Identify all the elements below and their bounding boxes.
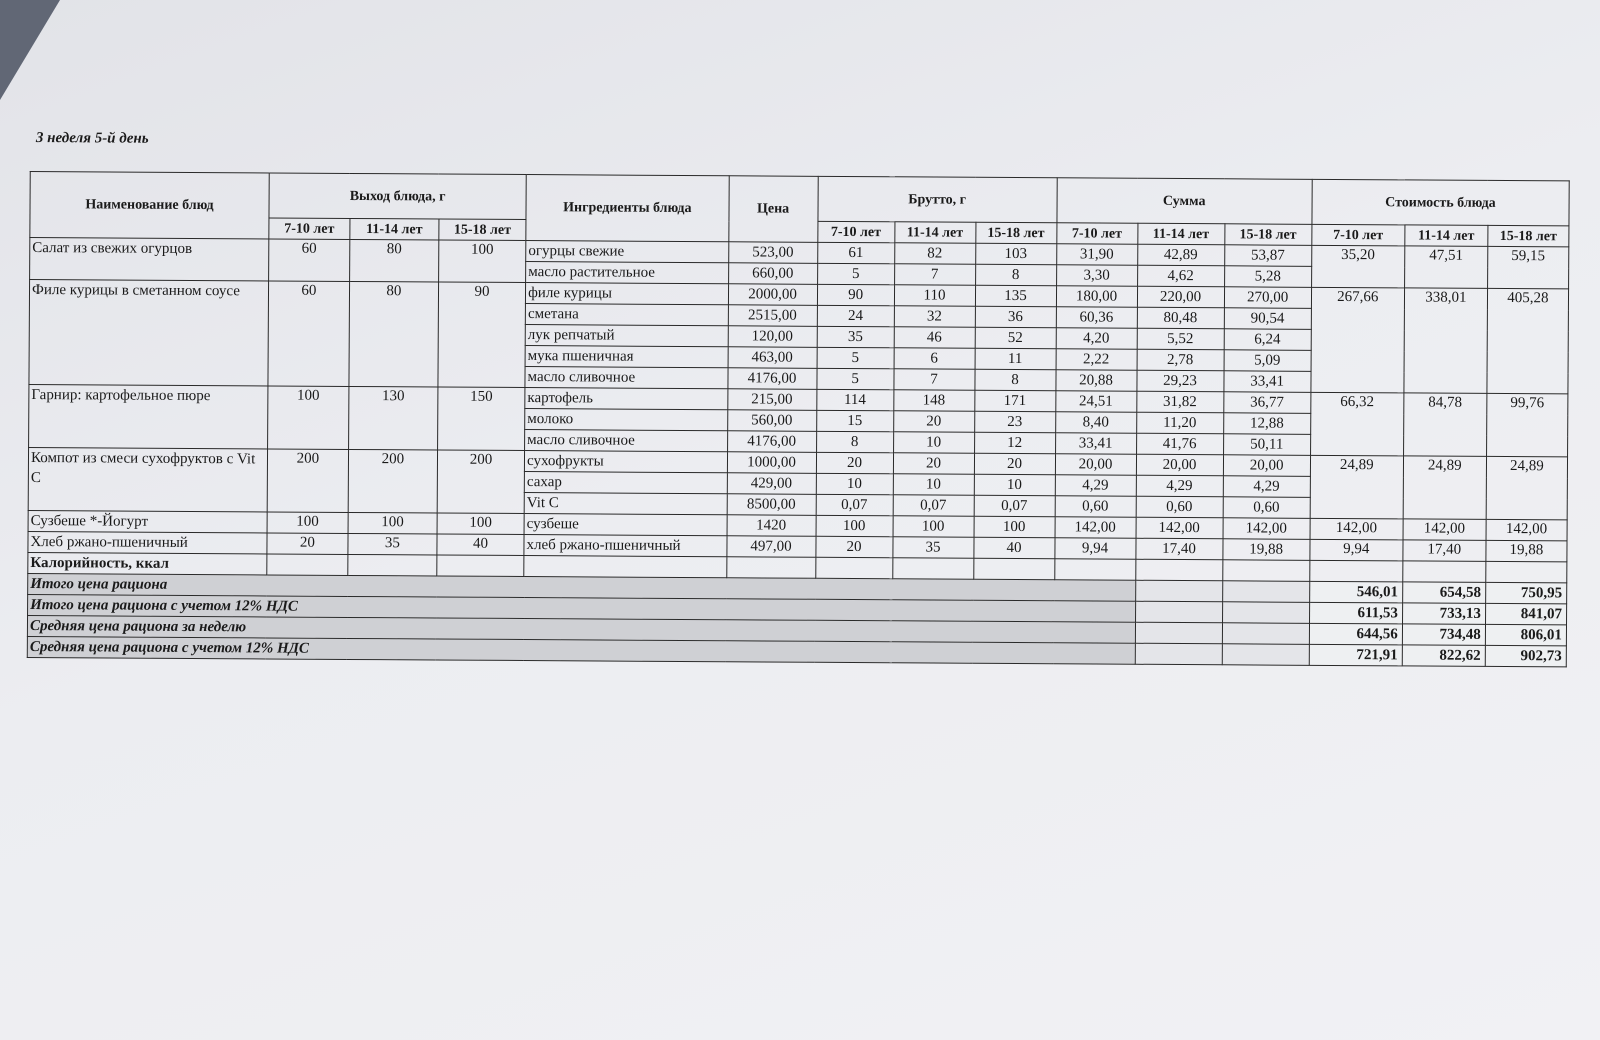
dish-cost: 9,94: [1310, 539, 1403, 561]
ingredient-sum: 20,00: [1223, 455, 1310, 477]
header-sum: Сумма: [1057, 178, 1312, 225]
summary-label: Итого цена рациона с учетом 12% НДС: [28, 594, 1136, 622]
ingredient-sum: 20,00: [1055, 454, 1136, 475]
dish-output: 90: [438, 282, 526, 388]
dish-cost: 24,89: [1486, 456, 1568, 519]
dish-output: 100: [348, 512, 437, 534]
calories-label: Калорийность, ккал: [28, 552, 267, 574]
ingredient-price: 1420: [727, 515, 816, 537]
summary-blank: [1135, 601, 1222, 623]
ingredient-name: сахар: [524, 472, 727, 494]
dish-cost: 142,00: [1486, 519, 1567, 540]
ingredient-sum: 0,60: [1223, 497, 1310, 519]
ingredient-brutto: 110: [894, 285, 975, 306]
empty-cell: [892, 558, 973, 579]
ingredient-sum: 20,88: [1055, 370, 1136, 391]
ingredient-sum: 5,09: [1224, 350, 1311, 372]
ingredient-sum: 17,40: [1135, 538, 1222, 560]
ingredient-sum: 2,22: [1056, 349, 1137, 370]
ingredient-sum: 42,89: [1137, 244, 1224, 266]
dish-name: Салат из свежих огурцов: [30, 238, 269, 281]
ingredient-sum: 0,60: [1136, 496, 1223, 518]
ingredient-sum: 6,24: [1224, 329, 1311, 351]
ingredient-name: масло растительное: [526, 262, 729, 284]
ingredient-sum: 20,00: [1136, 454, 1223, 476]
dish-output: 200: [267, 449, 348, 512]
ingredient-sum: 29,23: [1136, 370, 1223, 392]
ingredient-brutto: 0,07: [974, 495, 1055, 516]
dish-output: 20: [267, 533, 348, 554]
ingredient-name: Vit C: [524, 493, 727, 515]
dish-output: 200: [437, 450, 524, 514]
dish-output: 130: [348, 386, 437, 450]
ingredient-brutto: 6: [894, 348, 975, 369]
header-age: 15-18 лет: [1224, 224, 1311, 246]
ingredient-brutto: 40: [973, 537, 1054, 558]
ingredient-sum: 4,62: [1137, 265, 1224, 287]
summary-value: 611,53: [1309, 602, 1402, 624]
ingredient-name: масло сливочное: [525, 430, 728, 452]
ingredient-sum: 41,76: [1136, 433, 1223, 455]
dish-cost: 84,78: [1403, 393, 1486, 457]
ingredient-sum: 33,41: [1224, 371, 1311, 393]
ingredient-price: 660,00: [728, 263, 817, 285]
ingredient-name: филе курицы: [526, 283, 729, 305]
ingredient-brutto: 8: [816, 431, 893, 452]
ingredient-brutto: 52: [975, 327, 1056, 348]
ingredient-sum: 9,94: [1054, 538, 1135, 559]
ingredient-brutto: 11: [975, 348, 1056, 369]
ingredient-sum: 11,20: [1136, 412, 1223, 434]
header-price: Цена: [728, 176, 817, 243]
summary-blank: [1222, 581, 1309, 603]
ingredient-price: 560,00: [727, 410, 816, 432]
dish-output: 100: [267, 512, 348, 533]
dish-output: 200: [348, 449, 437, 513]
ingredient-sum: 142,00: [1136, 517, 1223, 539]
ingredient-name: мука пшеничная: [525, 346, 728, 368]
ingredient-sum: 50,11: [1223, 434, 1310, 456]
ingredient-name: сузбеше: [524, 514, 727, 536]
header-brutto: Брутто, г: [818, 176, 1057, 222]
summary-value: 822,62: [1402, 645, 1485, 667]
ingredient-name: молоко: [525, 409, 728, 431]
dish-cost: 267,66: [1311, 287, 1405, 393]
dish-output: 80: [349, 281, 439, 387]
header-age: 11-14 лет: [1137, 223, 1224, 245]
summary-blank: [1135, 643, 1222, 665]
ingredient-price: 4176,00: [727, 368, 816, 390]
ingredient-sum: 4,29: [1136, 475, 1223, 497]
ingredient-brutto: 36: [975, 306, 1056, 327]
empty-cell: [267, 554, 348, 575]
ingredient-brutto: 20: [816, 536, 893, 557]
header-row-1: [30, 172, 1569, 226]
ingredient-sum: 24,51: [1055, 391, 1136, 412]
summary-value: 733,13: [1402, 603, 1485, 625]
ingredient-brutto: 10: [893, 432, 974, 453]
summary-value: 841,07: [1485, 603, 1566, 624]
ingredient-brutto: 10: [893, 474, 974, 495]
ingredient-brutto: 114: [816, 389, 893, 410]
summary-blank: [1222, 644, 1309, 666]
header-age: 7-10 лет: [817, 221, 894, 242]
ingredient-brutto: 5: [817, 368, 894, 389]
ingredient-price: 523,00: [728, 242, 817, 264]
header-age: 15-18 лет: [439, 219, 526, 241]
ingredient-brutto: 46: [894, 327, 975, 348]
header-age: 7-10 лет: [1312, 224, 1405, 246]
summary-label: Итого цена рациона: [28, 573, 1136, 601]
ingredient-price: 2515,00: [728, 305, 817, 327]
ingredient-sum: 53,87: [1224, 245, 1311, 267]
dish-cost: 142,00: [1403, 519, 1486, 541]
ingredient-brutto: 5: [817, 347, 894, 368]
ingredient-sum: 31,82: [1136, 391, 1223, 413]
ingredient-brutto: 8: [974, 369, 1055, 390]
ingredient-name: масло сливочное: [525, 367, 728, 389]
ingredient-brutto: 35: [892, 537, 973, 558]
dish-cost: 24,89: [1310, 455, 1404, 519]
ingredient-sum: 180,00: [1056, 286, 1137, 307]
ingredient-sum: 5,52: [1137, 328, 1224, 350]
dish-cost: 19,88: [1486, 540, 1567, 561]
ingredient-price: 4176,00: [727, 431, 816, 453]
dish-cost: 99,76: [1486, 393, 1568, 456]
dish-cost: 17,40: [1403, 540, 1486, 562]
dish-name: Сузбеше *-Йогурт: [28, 510, 267, 532]
empty-cell: [1054, 559, 1135, 580]
ingredient-price: 8500,00: [727, 494, 816, 516]
ingredient-name: сметана: [525, 304, 728, 326]
summary-value: 750,95: [1485, 582, 1566, 603]
empty-cell: [973, 558, 1054, 579]
ingredient-sum: 142,00: [1223, 518, 1310, 540]
ingredient-brutto: 61: [817, 242, 894, 263]
dish-name: Гарнир: картофельное пюре: [29, 384, 268, 448]
summary-value: 546,01: [1309, 581, 1402, 603]
table-body: [28, 238, 1569, 562]
ingredient-price: 120,00: [728, 326, 817, 348]
ingredient-brutto: 32: [894, 306, 975, 327]
ingredient-name: огурцы свежие: [526, 241, 729, 263]
header-age: 11-14 лет: [350, 218, 439, 240]
ingredient-brutto: 10: [816, 473, 893, 494]
ingredient-sum: 31,90: [1056, 244, 1137, 265]
dish-output: 35: [348, 533, 437, 555]
ingredient-brutto: 171: [974, 390, 1055, 411]
summary-blank: [1135, 580, 1222, 602]
dish-cost: 47,51: [1404, 246, 1487, 289]
ingredient-name: сухофрукты: [525, 451, 728, 473]
ingredient-sum: 36,77: [1223, 392, 1310, 414]
ingredient-brutto: 103: [975, 243, 1056, 264]
dish-name: Филе курицы в сметанном соусе: [29, 280, 269, 386]
dish-cost: 66,32: [1310, 392, 1404, 456]
empty-cell: [726, 557, 815, 579]
ingredient-brutto: 90: [817, 284, 894, 305]
ingredient-brutto: 20: [893, 453, 974, 474]
ingredient-brutto: 100: [893, 516, 974, 537]
dish-cost: 142,00: [1310, 518, 1403, 540]
ingredient-brutto: 23: [974, 411, 1055, 432]
summary-value: 654,58: [1402, 582, 1485, 604]
summary-value: 806,01: [1485, 624, 1566, 645]
ingredient-sum: 2,78: [1137, 349, 1224, 371]
ingredient-price: 2000,00: [728, 284, 817, 306]
dish-output: 40: [437, 534, 524, 556]
ingredient-brutto: 7: [893, 369, 974, 390]
dish-output: 100: [437, 513, 524, 535]
ingredient-sum: 142,00: [1055, 517, 1136, 538]
ingredient-brutto: 10: [974, 474, 1055, 495]
empty-cell: [1222, 560, 1309, 582]
dish-cost: 405,28: [1487, 288, 1569, 393]
menu-cost-table: [27, 171, 1570, 667]
summary-body: [27, 573, 1566, 666]
ingredient-sum: 5,28: [1224, 266, 1311, 288]
ingredient-sum: 0,60: [1055, 496, 1136, 517]
ingredient-brutto: 15: [816, 410, 893, 431]
ingredient-name: картофель: [525, 388, 728, 410]
ingredient-brutto: 8: [975, 264, 1056, 285]
ingredient-price: 1000,00: [727, 452, 816, 474]
header-cost: Стоимость блюда: [1312, 179, 1570, 226]
dish-cost: 24,89: [1403, 456, 1486, 520]
ingredient-sum: 19,88: [1223, 539, 1310, 561]
ingredient-brutto: 35: [817, 326, 894, 347]
dish-output: 60: [269, 239, 350, 281]
page-corner-shadow: [0, 0, 60, 100]
summary-blank: [1222, 623, 1309, 645]
empty-cell: [1486, 561, 1567, 582]
ingredient-brutto: 20: [893, 411, 974, 432]
ingredient-price: 215,00: [727, 389, 816, 411]
empty-cell: [1309, 560, 1402, 582]
ingredient-price: 429,00: [727, 473, 816, 495]
header-age: 7-10 лет: [269, 218, 350, 239]
ingredient-brutto: 100: [816, 515, 893, 536]
dish-output: 60: [268, 281, 350, 386]
empty-cell: [348, 554, 437, 576]
ingredient-brutto: 20: [974, 453, 1055, 474]
ingredient-brutto: 7: [894, 264, 975, 285]
ingredient-name: хлеб ржано-пшеничный: [524, 535, 727, 557]
empty-cell: [1135, 559, 1222, 581]
ingredient-sum: 4,29: [1055, 475, 1136, 496]
dish-output: 100: [439, 240, 526, 283]
document-sheet: [27, 130, 1570, 667]
ingredient-brutto: 20: [816, 452, 893, 473]
dish-cost: 338,01: [1404, 288, 1488, 394]
dish-output: 150: [438, 387, 525, 451]
summary-blank: [1222, 602, 1309, 624]
header-ingredients: Ингредиенты блюда: [526, 175, 729, 242]
document-title: 3 неделя 5-й день: [35, 130, 149, 147]
ingredient-sum: 220,00: [1137, 286, 1224, 308]
header-age: 11-14 лет: [1405, 225, 1488, 247]
summary-value: 734,48: [1402, 624, 1485, 646]
ingredient-sum: 4,20: [1056, 328, 1137, 349]
dish-name: Хлеб ржано-пшеничный: [28, 531, 267, 553]
ingredient-sum: 80,48: [1137, 307, 1224, 329]
ingredient-price: 463,00: [728, 347, 817, 369]
summary-label: Средняя цена рациона с учетом 12% НДС: [27, 636, 1135, 664]
header-output: Выход блюда, г: [269, 173, 526, 220]
header-age: 7-10 лет: [1056, 223, 1137, 244]
ingredient-sum: 12,88: [1223, 413, 1310, 435]
header-age: 15-18 лет: [1488, 225, 1569, 246]
header-dish-name: Наименование блюд: [30, 172, 269, 239]
ingredient-brutto: 100: [974, 516, 1055, 537]
dish-output: 80: [349, 239, 438, 282]
ingredient-brutto: 0,07: [816, 494, 893, 515]
dish-cost: 35,20: [1311, 245, 1404, 288]
ingredient-brutto: 82: [894, 243, 975, 264]
dish-output: 100: [267, 386, 348, 449]
empty-cell: [815, 557, 892, 578]
ingredient-sum: 90,54: [1224, 308, 1311, 330]
dish-cost: 59,15: [1487, 246, 1568, 288]
header-age: 11-14 лет: [894, 222, 975, 243]
ingredient-sum: 270,00: [1224, 287, 1311, 309]
empty-cell: [437, 555, 524, 577]
dish-name: Компот из смеси сухофруктов с Vit C: [28, 447, 267, 511]
summary-value: 721,91: [1309, 644, 1402, 666]
ingredient-brutto: 135: [975, 285, 1056, 306]
ingredient-sum: 3,30: [1056, 265, 1137, 286]
ingredient-name: лук репчатый: [525, 325, 728, 347]
summary-blank: [1135, 622, 1222, 644]
empty-cell: [1403, 561, 1486, 583]
ingredient-price: 497,00: [726, 536, 815, 558]
ingredient-brutto: 5: [817, 263, 894, 284]
ingredient-sum: 60,36: [1056, 307, 1137, 328]
ingredient-sum: 33,41: [1055, 433, 1136, 454]
ingredient-brutto: 148: [893, 390, 974, 411]
ingredient-sum: 8,40: [1055, 412, 1136, 433]
summary-value: 902,73: [1485, 645, 1566, 666]
summary-value: 644,56: [1309, 623, 1402, 645]
header-age: 15-18 лет: [975, 222, 1056, 243]
ingredient-sum: 4,29: [1223, 476, 1310, 498]
empty-cell: [524, 556, 727, 578]
ingredient-brutto: 24: [817, 305, 894, 326]
ingredient-brutto: 12: [974, 432, 1055, 453]
summary-label: Средняя цена рациона за неделю: [27, 615, 1135, 643]
ingredient-brutto: 0,07: [893, 495, 974, 516]
